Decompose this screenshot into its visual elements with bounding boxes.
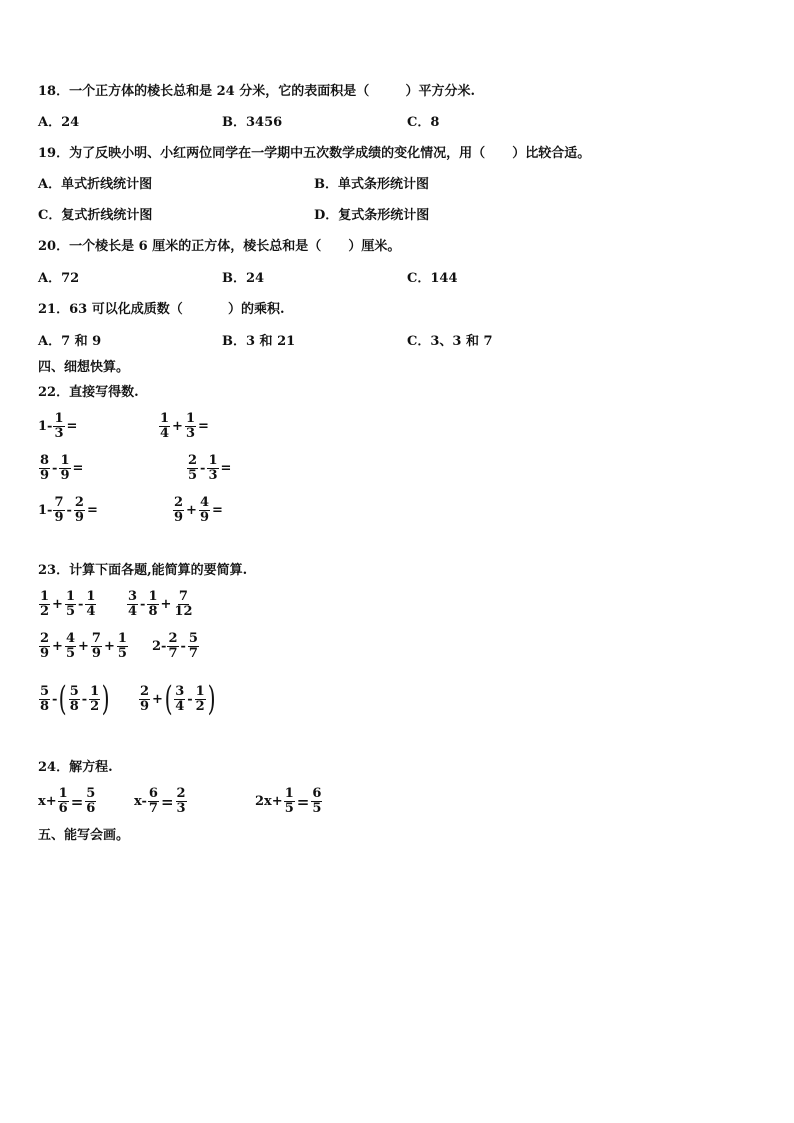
q19-option-d[interactable]: D．复式条形统计图 [314,208,430,223]
q21-option-c[interactable]: C．3、3 和 7 [407,334,493,349]
q20-option-c[interactable]: C．144 [407,271,458,286]
q24-equation-1: x+ $\frac{1}{6}$ = $\frac{5}{6}$ [38,786,96,816]
q22-expr-6: $\frac{2}{9}$ + $\frac{4}{9}$ = [174,495,223,525]
q22-expr-3: $\frac{8}{9}$ - $\frac{1}{9}$ = [40,453,84,483]
q18-option-a[interactable]: A．24 [38,115,80,130]
q19-option-c[interactable]: C．复式折线统计图 [38,208,153,223]
section5-title: 五、能写会画。 [38,828,130,843]
q19-option-b[interactable]: B．单式条形统计图 [314,177,429,192]
q22-expr-1: 1- $\frac{1}{3}$ = [38,411,78,441]
q23-expr-2: $\frac{3}{4}$ - $\frac{1}{8}$ + $\frac{7}{12}$ [128,589,193,619]
q18-stem: 18．一个正方体的棱长总和是 24 分米，它的表面积是（ ）平方分米. [38,84,475,99]
q18-option-b[interactable]: B．3456 [222,115,283,130]
q19-option-a[interactable]: A．单式折线统计图 [38,177,153,192]
q21-option-a[interactable]: A．7 和 9 [38,334,102,349]
q23-stem: 23．计算下面各题,能简算的要简算. [38,563,248,578]
q23-expr-1: $\frac{1}{2}$ + $\frac{1}{5}$ - $\frac{1}{4}$ [40,589,96,619]
q20-stem: 20．一个棱长是 6 厘米的正方体，棱长总和是（ ）厘米。 [38,239,401,254]
q24-stem: 24．解方程. [38,760,113,775]
q22-expr-5: 1- $\frac{7}{9}$ - $\frac{2}{9}$ = [38,495,98,525]
section4-title: 四、细想快算。 [38,360,130,375]
q21-stem: 21．63 可以化成质数（ ）的乘积. [38,302,285,317]
q22-stem: 22．直接写得数. [38,385,139,400]
q20-option-b[interactable]: B．24 [222,271,265,286]
q21-option-b[interactable]: B．3 和 21 [222,334,296,349]
q19-stem: 19．为了反映小明、小红两位同学在一学期中五次数学成绩的变化情况，用（ ）比较合适。 [38,146,591,161]
q18-option-c[interactable]: C．8 [407,115,440,130]
q23-expr-4: 2- $\frac{2}{7}$ - $\frac{5}{7}$ [152,631,198,661]
q23-expr-3: $\frac{2}{9}$ + $\frac{4}{5}$ + $\frac{7}{9}$ + $\frac{1}{5}$ [40,631,127,661]
q23-expr-6: $\frac{2}{9}$ + ( $\frac{3}{4}$ - $\frac{1}{2}$ ) [140,679,216,719]
q20-option-a[interactable]: A．72 [38,271,80,286]
q22-expr-2: $\frac{1}{4}$ + $\frac{1}{3}$ = [160,411,209,441]
q22-expr-4: $\frac{2}{5}$ - $\frac{1}{3}$ = [188,453,232,483]
q23-expr-5: $\frac{5}{8}$ - ( $\frac{5}{8}$ - $\frac{1}{2}$ ) [40,679,110,719]
q24-equation-2: x- $\frac{6}{7}$ = $\frac{2}{3}$ [134,786,186,816]
q24-equation-3: 2x+ $\frac{1}{5}$ = $\frac{6}{5}$ [255,786,322,816]
